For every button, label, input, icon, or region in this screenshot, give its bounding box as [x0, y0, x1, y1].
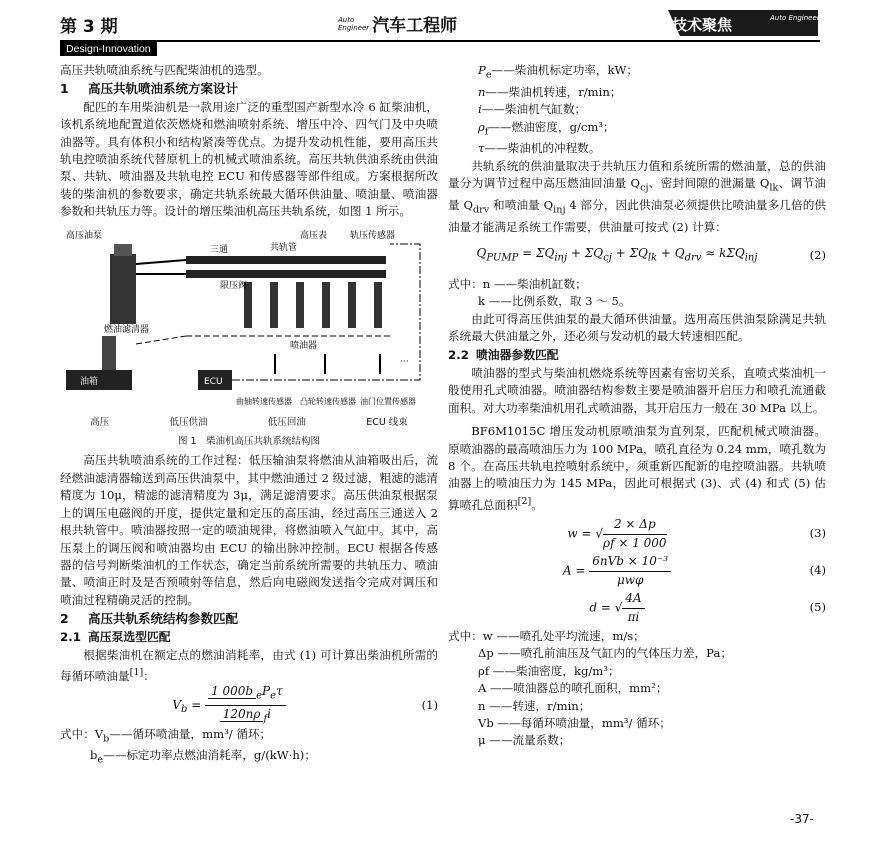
equation-4: A = $\frac{\text{6nVb × 10⁻³}}{\text{μwφ}}$ (4) [562, 554, 826, 587]
paragraph: BF6M1015C 增压发动机原喷油泵为直列泵，匹配机械式喷油器。原喷油器的最高喷油压力为 100 MPa，喷孔直径为 0.24 mm，喷孔数为 8 个。在高压共轨电控喷射系统中，须重新匹配新的电控喷油器。共轨喷油器上的喷油压力为 145 MPa，因此可根据式 (3)、式 (4) 和式 (5) 估算喷孔总面积[2]。 [448, 424, 826, 512]
label-tee: 三通 [210, 244, 229, 255]
label-rail-sensor: 轨压传感器 [350, 230, 396, 241]
paragraph: 共轨系统的供油量取决于共轨压力值和系统所需的燃油量，总的供油量分为调节过程中高压燃油回油量 $Q_{cj}$、密封间隙的泄漏量 $Q_{lk}$、调节油量 $Q_{drv}$ 和喷油量 $Q_{inj}$ 4 部分，因此供油泵必须提供比喷油量多几倍的供油量才能满足系统工作需要，供油量可按式 (2) 计算： [448, 158, 826, 234]
subsection-heading: 2.2 喷油器参数匹配 [448, 347, 559, 362]
symbol-definition: $\rho_f——$燃油密度，g/cm³； [478, 119, 615, 137]
label-pressure-gauge: 高压表 [300, 230, 328, 241]
symbol-definition: ρf ——柴油密度，kg/m³； [478, 663, 620, 678]
page-number: -37- [790, 812, 814, 826]
equation-5: d = √ $\frac{4A}{\pi i}$ (5) [589, 591, 826, 624]
label-injector: 喷油器 [290, 340, 318, 351]
symbol-definition: μ ——流量系数； [478, 733, 571, 748]
issue-number: 第 3 期 [60, 17, 118, 37]
symbol-definition: A ——喷油器总的喷孔面积，mm²； [478, 681, 668, 696]
equation-3: w = √ $\frac{2 \times \Delta p}{\rho f \times 1 000}$ (3) [567, 517, 826, 550]
symbol-definition: Vb ——每循环喷油量，mm³/ 循环； [478, 716, 671, 731]
paragraph: 喷油器的型式与柴油机燃烧系统等因素有密切关系，直喷式柴油机一般使用孔式喷油器。喷油器结构参数主要是喷油器开启压力和喷孔流通截面积。对大功率柴油机用孔式喷油器，其开启压力一般在 30 MPa 以上。 [448, 365, 826, 415]
section-logo: Auto Engineer [770, 14, 820, 22]
magazine-masthead [338, 11, 457, 36]
label-ecu: ECU [204, 376, 223, 387]
label-crank-sensor: 曲轴转速传感器 [236, 396, 292, 406]
legend-low-return: 低压回油 [267, 416, 306, 428]
system-diagram [60, 224, 438, 412]
paragraph: 高压共轨喷油系统的工作过程：低压输油泵将燃油从油箱吸出后，流经燃油滤清器输送到高压供油泵中，其中燃油通过 2 级过滤，粗滤的滤清精度为 10μ，精滤的滤清精度为 3μ，满足滤清要求。高压供油泵根据泵上的调压电磁阀的开度，提供定量和定压的高压油，经过高压三通送入 2 根共轨管中。喷油器按照一定的喷油规律，将燃油喷入气缸中。其中，高压泵上的调压阀和喷油器均由 ECU 的输出脉冲控制。ECU 根据各传感器的信号判断柴油机的工作状态，确定当前系统所需要的共轨压力、喷油量、喷油正时及是否预喷射等信息，然后向电磁阀发送指令完成对调压和喷油过程精确灵活的控制。 [60, 453, 438, 607]
label-filter: 燃油滤清器 [104, 324, 150, 335]
section-tag: Design-Innovation [60, 42, 157, 56]
section-heading: 1 高压共轨喷油系统方案设计 [60, 81, 239, 97]
label-tank: 油箱 [80, 376, 99, 387]
left-column [60, 62, 438, 769]
equation-2: $Q_{PUMP} = \Sigma Q_{inj} + \Sigma Q_{cj} + \Sigma Q_{lk} + Q_{drv} \approx k\Sigma Q_{inj}$ (2) [476, 246, 826, 264]
paragraph: 高压共轨喷油系统与匹配柴油机的选型。 [60, 63, 269, 77]
label-cam-sensor: 凸轮转速传感器 [300, 396, 356, 406]
label-ellipsis: ··· [400, 356, 409, 367]
diagram-legend [60, 414, 438, 431]
paragraph: 由此可得高压供油泵的最大循环供油量。选用高压供油泵除满足共轨系统最大供油量之外，还必须与发动机的最大转速相匹配。 [448, 311, 826, 344]
right-column [448, 62, 826, 750]
magazine-name: 汽车工程师 [372, 16, 458, 36]
symbol-definition: i——柴油机气缸数； [478, 102, 587, 117]
symbol-definition: k ——比例系数，取 3 ～ 5。 [478, 294, 631, 309]
filter-shape [102, 336, 116, 370]
symbol-definition: 式中：n ——柴油机缸数； [448, 276, 587, 291]
symbol-definition: 式中：$V_b——$循环喷油量，mm³/ 循环； [60, 726, 272, 744]
paragraph: 根据柴油机在额定点的燃油消耗率，由式 (1) 可计算出柴油机所需的每循环喷油量[1]： [60, 647, 438, 684]
label-hp-pump: 高压油泵 [66, 230, 103, 241]
symbol-definition: $P_e——$柴油机标定功率，kW； [478, 63, 639, 81]
symbol-definition: $b_e——$标定功率点燃油消耗率，g/(kW·h)； [90, 748, 316, 766]
symbol-definition: n——柴油机转速，r/min； [478, 84, 622, 99]
paragraph: 配匹的车用柴油机是一款用途广泛的重型国产新型水冷 6 缸柴油机，该机系统地配置道依茨燃烧和燃油喷射系统、增压中冷、四气门及中央喷油器等。具有体积小和结构紧凑等优点。为提升发动机性能，要用高压共轨电控喷油系统代替原机上的机械式喷油系统。高压共轨供油系统由供油泵、共轨、喷油器及共轨电控 ECU 和传感器等部件组成。方案根据所改装的柴油机的参数要求，确定共轨系统最大循环供油量、喷油量、喷油器参数和共轨压力等。设计的增压柴油机高压共轨系统，如图 1 所示。 [60, 99, 438, 219]
label-pressure-valve: 限压阀 [220, 280, 248, 291]
label-throttle-sensor: 油门位置传感器 [360, 396, 416, 406]
symbol-definition: 式中：w ——喷孔处平均流速，m/s； [448, 629, 645, 644]
hp-pump-shape [110, 254, 136, 324]
symbol-definition: Δp ——喷孔前油压及气缸内的气体压力差，Pa； [478, 646, 732, 661]
subsection-heading: 2.1 高压泵选型匹配 [60, 629, 171, 644]
legend-ecu-harness: ECU 线束 [366, 416, 408, 428]
figure-caption: 图 1 柴油机高压共轨系统结构图 [177, 436, 321, 448]
tank-shape [66, 370, 132, 390]
equation-1: $V_b$ = $\frac{1 000b _eP_e\tau}{120n\rho _fi}$ (1) [172, 684, 438, 725]
rail-1 [186, 256, 386, 264]
section-title: 技术聚焦 [672, 16, 733, 34]
symbol-definition: τ——柴油机的冲程数。 [478, 141, 601, 156]
rail-2 [186, 270, 386, 278]
legend-low-supply: 低压供油 [169, 416, 208, 428]
label-rail: 共轨管 [270, 242, 298, 253]
header-rule [60, 40, 820, 42]
symbol-definition: n ——转速，r/min； [478, 698, 591, 713]
magazine-logo: Auto Engineer [338, 15, 370, 32]
section-heading: 2 高压共轨系统结构参数匹配 [60, 611, 239, 627]
page-header [0, 0, 870, 55]
legend-high-pressure: 高压 [90, 416, 110, 428]
